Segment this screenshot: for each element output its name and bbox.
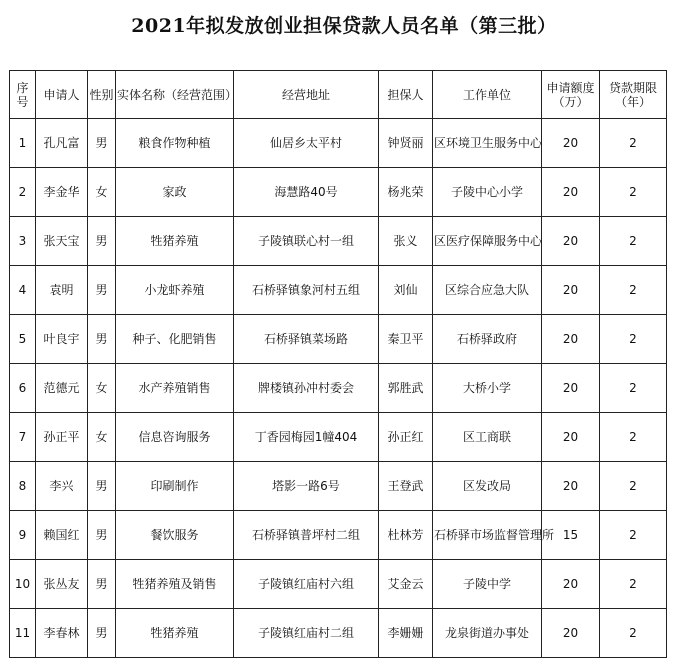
header-address: 经营地址	[234, 71, 379, 119]
cell-entity: 种子、化肥销售	[116, 315, 234, 364]
table-row	[10, 413, 667, 462]
cell-entity: 印刷制作	[116, 462, 234, 511]
cell-address: 子陵镇联心村一组	[234, 217, 379, 266]
cell-index: 4	[10, 266, 36, 315]
cell-amount: 20	[542, 462, 600, 511]
cell-guarantor: 钟贤丽	[379, 119, 433, 168]
cell-address: 牌楼镇孙冲村委会	[234, 364, 379, 413]
cell-applicant: 李兴	[36, 462, 88, 511]
cell-guarantor: 李姗姗	[379, 609, 433, 658]
cell-term: 2	[600, 119, 667, 168]
cell-entity: 牲猪养殖及销售	[116, 560, 234, 609]
table-row	[10, 609, 667, 658]
cell-term: 2	[600, 217, 667, 266]
cell-entity: 餐饮服务	[116, 511, 234, 560]
cell-address: 子陵镇红庙村六组	[234, 560, 379, 609]
header-guarantor: 担保人	[379, 71, 433, 119]
cell-entity: 小龙虾养殖	[116, 266, 234, 315]
cell-term: 2	[600, 462, 667, 511]
table-row	[10, 119, 667, 168]
table-row	[10, 315, 667, 364]
cell-entity: 牲猪养殖	[116, 609, 234, 658]
table-header-row	[10, 71, 667, 119]
header-gender: 性别	[88, 71, 116, 119]
cell-guarantor: 杨兆荣	[379, 168, 433, 217]
cell-gender: 男	[88, 609, 116, 658]
cell-workplace: 子陵中学	[433, 560, 542, 609]
cell-amount: 20	[542, 266, 600, 315]
cell-applicant: 叶良宇	[36, 315, 88, 364]
cell-applicant: 李金华	[36, 168, 88, 217]
cell-guarantor: 秦卫平	[379, 315, 433, 364]
document-title: 2021年拟发放创业担保贷款人员名单（第三批）	[131, 15, 557, 37]
cell-address: 仙居乡太平村	[234, 119, 379, 168]
cell-amount: 20	[542, 119, 600, 168]
cell-index: 6	[10, 364, 36, 413]
cell-amount: 20	[542, 560, 600, 609]
cell-workplace: 石桥驿政府	[433, 315, 542, 364]
cell-gender: 女	[88, 364, 116, 413]
cell-index: 10	[10, 560, 36, 609]
cell-applicant: 赖国红	[36, 511, 88, 560]
cell-address: 石桥驿镇菜场路	[234, 315, 379, 364]
cell-entity: 水产养殖销售	[116, 364, 234, 413]
cell-term: 2	[600, 266, 667, 315]
cell-guarantor: 孙正红	[379, 413, 433, 462]
cell-gender: 男	[88, 315, 116, 364]
cell-applicant: 袁明	[36, 266, 88, 315]
header-workplace: 工作单位	[433, 71, 542, 119]
header-applicant: 申请人	[36, 71, 88, 119]
cell-workplace: 子陵中心小学	[433, 168, 542, 217]
cell-term: 2	[600, 364, 667, 413]
cell-term: 2	[600, 413, 667, 462]
cell-amount: 20	[542, 413, 600, 462]
cell-term: 2	[600, 609, 667, 658]
cell-gender: 男	[88, 217, 116, 266]
cell-applicant: 范德元	[36, 364, 88, 413]
cell-index: 11	[10, 609, 36, 658]
table-row	[10, 168, 667, 217]
cell-index: 7	[10, 413, 36, 462]
cell-term: 2	[600, 560, 667, 609]
cell-address: 石桥驿镇象河村五组	[234, 266, 379, 315]
cell-workplace: 区综合应急大队	[433, 266, 542, 315]
applicant-table	[9, 70, 667, 658]
cell-amount: 20	[542, 168, 600, 217]
table-row	[10, 364, 667, 413]
table-row	[10, 217, 667, 266]
cell-term: 2	[600, 168, 667, 217]
cell-amount: 20	[542, 217, 600, 266]
cell-applicant: 孙正平	[36, 413, 88, 462]
table-row	[10, 462, 667, 511]
cell-address: 塔影一路6号	[234, 462, 379, 511]
cell-workplace: 区工商联	[433, 413, 542, 462]
cell-entity: 信息咨询服务	[116, 413, 234, 462]
cell-index: 3	[10, 217, 36, 266]
table-row	[10, 511, 667, 560]
cell-workplace: 区环境卫生服务中心	[433, 119, 542, 168]
cell-applicant: 张丛友	[36, 560, 88, 609]
cell-index: 2	[10, 168, 36, 217]
cell-workplace: 石桥驿市场监督管理所	[433, 511, 542, 560]
table-row	[10, 560, 667, 609]
cell-address: 海慧路40号	[234, 168, 379, 217]
cell-applicant: 李春林	[36, 609, 88, 658]
header-index: 序号	[10, 71, 36, 119]
cell-applicant: 张天宝	[36, 217, 88, 266]
header-entity: 实体名称（经营范围）	[116, 71, 234, 119]
cell-entity: 粮食作物种植	[116, 119, 234, 168]
cell-index: 9	[10, 511, 36, 560]
cell-guarantor: 王登武	[379, 462, 433, 511]
cell-guarantor: 郭胜武	[379, 364, 433, 413]
cell-term: 2	[600, 315, 667, 364]
cell-gender: 女	[88, 413, 116, 462]
cell-amount: 20	[542, 364, 600, 413]
cell-address: 子陵镇红庙村二组	[234, 609, 379, 658]
header-amount: 申请额度（万）	[542, 71, 600, 119]
cell-workplace: 龙泉街道办事处	[433, 609, 542, 658]
cell-workplace: 大桥小学	[433, 364, 542, 413]
cell-amount: 15	[542, 511, 600, 560]
cell-gender: 女	[88, 168, 116, 217]
cell-entity: 家政	[116, 168, 234, 217]
cell-index: 8	[10, 462, 36, 511]
cell-workplace: 区医疗保障服务中心	[433, 217, 542, 266]
cell-guarantor: 艾金云	[379, 560, 433, 609]
cell-guarantor: 张义	[379, 217, 433, 266]
cell-term: 2	[600, 511, 667, 560]
cell-index: 1	[10, 119, 36, 168]
cell-index: 5	[10, 315, 36, 364]
cell-entity: 牲猪养殖	[116, 217, 234, 266]
cell-gender: 男	[88, 560, 116, 609]
cell-applicant: 孔凡富	[36, 119, 88, 168]
cell-gender: 男	[88, 462, 116, 511]
table-row	[10, 266, 667, 315]
cell-workplace: 区发改局	[433, 462, 542, 511]
cell-amount: 20	[542, 315, 600, 364]
cell-address: 石桥驿镇普坪村二组	[234, 511, 379, 560]
cell-guarantor: 刘仙	[379, 266, 433, 315]
cell-gender: 男	[88, 119, 116, 168]
cell-address: 丁香园梅园1幢404	[234, 413, 379, 462]
cell-gender: 男	[88, 511, 116, 560]
cell-guarantor: 杜林芳	[379, 511, 433, 560]
header-term: 贷款期限（年）	[600, 71, 667, 119]
cell-gender: 男	[88, 266, 116, 315]
cell-amount: 20	[542, 609, 600, 658]
